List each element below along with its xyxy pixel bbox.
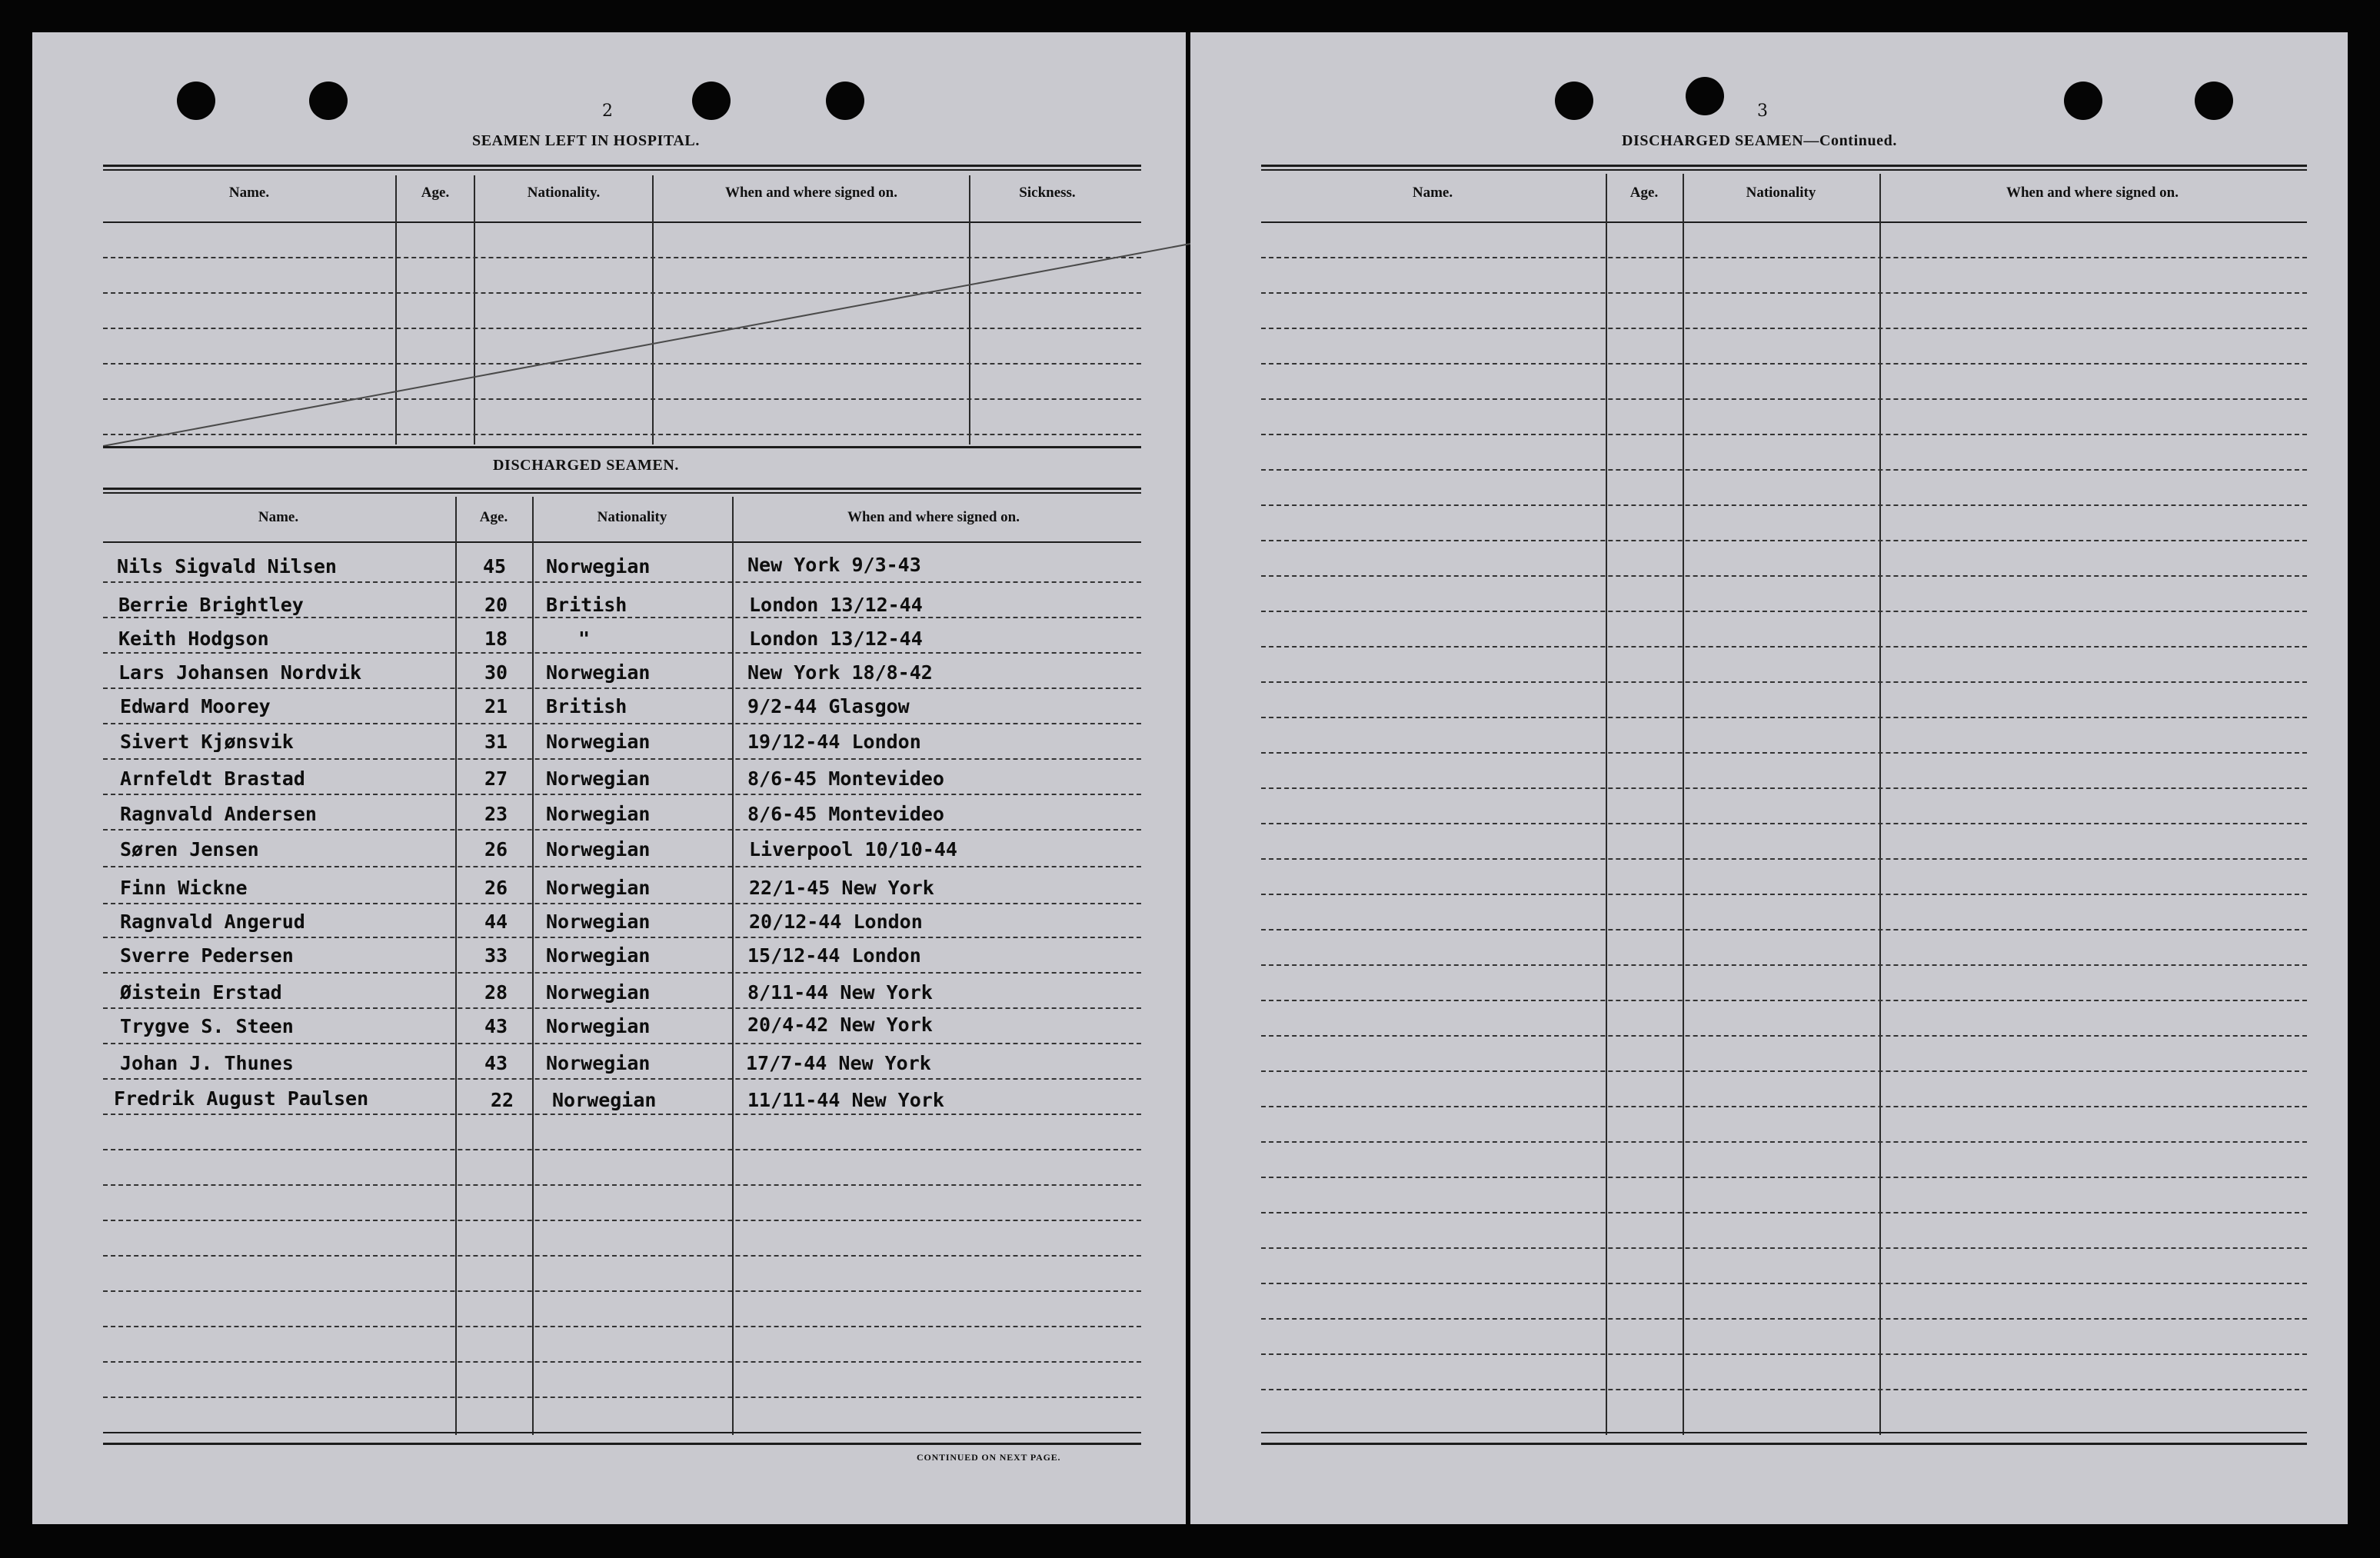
entry-line	[103, 758, 1141, 760]
seaman-name: Berrie Brightley	[118, 594, 304, 616]
column-divider	[732, 497, 734, 1435]
entry-line	[103, 1149, 1141, 1150]
punch-hole	[309, 82, 348, 120]
seaman-nationality: Norwegian	[546, 981, 651, 1004]
entry-line	[103, 723, 1141, 724]
entry-line	[1261, 328, 2307, 329]
col-header-nationality: Nationality	[1746, 185, 1816, 201]
entry-line	[1261, 1353, 2307, 1355]
punch-hole	[2195, 82, 2233, 120]
seaman-age: 27	[484, 767, 508, 790]
rule	[103, 165, 1141, 167]
entry-line	[103, 903, 1141, 904]
seaman-age: 45	[483, 555, 507, 578]
page-number: 2	[602, 102, 613, 121]
entry-line	[103, 937, 1141, 938]
entry-line	[1261, 1106, 2307, 1107]
seaman-signed-on: 19/12-44 London	[747, 731, 921, 753]
seaman-signed-on: 8/6-45 Montevideo	[747, 767, 944, 790]
seaman-signed-on: London 13/12-44	[749, 628, 923, 650]
entry-line	[103, 794, 1141, 795]
col-header-age: Age.	[479, 509, 508, 525]
entry-line	[1261, 964, 2307, 966]
seaman-name: Finn Wickne	[120, 877, 248, 899]
seaman-nationality: Norwegian	[546, 767, 651, 790]
seaman-name: Øistein Erstad	[120, 981, 282, 1004]
entry-line	[1261, 1318, 2307, 1320]
entry-line	[103, 1043, 1141, 1044]
discharged-section-title: DISCHARGED SEAMEN.	[493, 457, 679, 474]
seaman-signed-on: 15/12-44 London	[747, 944, 921, 967]
col-header-nationality: Nationality	[597, 509, 667, 525]
seaman-signed-on: 22/1-45 New York	[749, 877, 934, 899]
hospital-section-title: SEAMEN LEFT IN HOSPITAL.	[472, 132, 700, 149]
entry-line	[1261, 1141, 2307, 1143]
seaman-nationality: Norwegian	[546, 1052, 651, 1074]
seaman-age: 33	[484, 944, 508, 967]
seaman-age: 22	[491, 1089, 514, 1111]
seaman-name: Nils Sigvald Nilsen	[117, 555, 337, 578]
entry-line	[1261, 469, 2307, 471]
seaman-nationality: Norwegian	[546, 944, 651, 967]
seaman-name: Ragnvald Andersen	[120, 803, 317, 825]
entry-line	[1261, 1000, 2307, 1001]
entry-line	[1261, 540, 2307, 541]
col-header-signed-on: When and where signed on.	[724, 185, 897, 201]
seaman-age: 26	[484, 838, 508, 861]
entry-line	[1261, 504, 2307, 506]
seaman-age: 43	[484, 1052, 508, 1074]
seaman-signed-on: New York 9/3-43	[747, 554, 921, 576]
rule	[103, 492, 1141, 494]
seaman-name: Ragnvald Angerud	[120, 910, 305, 933]
seaman-age: 28	[484, 981, 508, 1004]
seaman-age: 23	[484, 803, 508, 825]
seaman-signed-on: 11/11-44 New York	[747, 1089, 944, 1111]
seaman-name: Arnfeldt Brastad	[120, 767, 305, 790]
seaman-nationality: British	[546, 594, 627, 616]
seaman-signed-on: 8/11-44 New York	[747, 981, 933, 1004]
seaman-name: Sivert Kjønsvik	[120, 731, 294, 753]
entry-line	[1261, 681, 2307, 683]
continued-note: CONTINUED ON NEXT PAGE.	[917, 1452, 1061, 1463]
entry-line	[103, 1007, 1141, 1009]
col-header-signed-on: When and where signed on.	[2006, 185, 2179, 201]
seaman-name: Sverre Pedersen	[120, 944, 294, 967]
punch-hole	[826, 82, 864, 120]
punch-hole	[1686, 77, 1724, 115]
punch-hole	[692, 82, 731, 120]
entry-line	[1261, 1283, 2307, 1284]
entry-line	[1261, 363, 2307, 365]
seaman-nationality: Norwegian	[546, 555, 651, 578]
rule	[1261, 165, 2307, 167]
seaman-age: 30	[484, 661, 508, 684]
seaman-name: Trygve S. Steen	[120, 1015, 294, 1037]
col-header-age: Age.	[1629, 185, 1659, 201]
entry-line	[1261, 929, 2307, 930]
entry-line	[103, 1114, 1141, 1115]
seaman-age: 26	[484, 877, 508, 899]
rule	[103, 169, 1141, 171]
seaman-nationality: Norwegian	[546, 731, 651, 753]
seaman-nationality: Norwegian	[546, 1015, 651, 1037]
seaman-name: Edward Moorey	[120, 695, 271, 717]
entry-line	[1261, 1035, 2307, 1037]
punch-hole	[2064, 82, 2102, 120]
left-page	[32, 32, 1186, 1524]
seaman-age: 43	[484, 1015, 508, 1037]
entry-line	[103, 1397, 1141, 1398]
seaman-age: 18	[484, 628, 508, 650]
col-header-nationality: Nationality.	[527, 185, 601, 201]
rule	[103, 446, 1141, 448]
seaman-age: 20	[484, 594, 508, 616]
entry-line	[103, 829, 1141, 831]
col-header-name: Name.	[228, 185, 270, 201]
entry-line	[1261, 823, 2307, 824]
seaman-name: Søren Jensen	[120, 838, 259, 861]
rule	[103, 1443, 1141, 1445]
entry-line	[1261, 646, 2307, 648]
entry-line	[1261, 575, 2307, 577]
entry-line	[103, 1220, 1141, 1221]
rule	[1261, 1432, 2307, 1433]
entry-line	[103, 1361, 1141, 1363]
col-header-name: Name.	[258, 509, 299, 525]
seaman-signed-on: 20/12-44 London	[749, 910, 923, 933]
entry-line	[1261, 434, 2307, 435]
seaman-name: Keith Hodgson	[118, 628, 269, 650]
column-divider	[455, 497, 457, 1435]
seaman-signed-on: 17/7-44 New York	[746, 1052, 931, 1074]
entry-line	[1261, 1212, 2307, 1213]
entry-line	[1261, 1177, 2307, 1178]
entry-line	[1261, 257, 2307, 258]
seaman-name: Lars Johansen Nordvik	[118, 661, 362, 684]
entry-line	[103, 581, 1141, 583]
page-number: 3	[1757, 102, 1768, 121]
entry-line	[103, 866, 1141, 867]
entry-line	[103, 972, 1141, 974]
entry-line	[1261, 1247, 2307, 1249]
entry-line	[1261, 1070, 2307, 1072]
entry-line	[1261, 858, 2307, 860]
entry-line	[1261, 611, 2307, 612]
seaman-nationality: "	[578, 628, 591, 650]
entry-line	[1261, 752, 2307, 754]
entry-line	[103, 1078, 1141, 1080]
col-header-sickness: Sickness.	[1019, 185, 1076, 201]
seaman-nationality: Norwegian	[552, 1089, 657, 1111]
entry-line	[103, 1290, 1141, 1292]
entry-line	[1261, 398, 2307, 400]
seaman-signed-on: 20/4-42 New York	[747, 1014, 933, 1036]
entry-line	[1261, 894, 2307, 895]
entry-line	[1261, 292, 2307, 294]
seaman-nationality: Norwegian	[546, 838, 651, 861]
seaman-nationality: Norwegian	[546, 661, 651, 684]
continued-section-title: DISCHARGED SEAMEN—Continued.	[1622, 132, 1897, 149]
entry-line	[1261, 787, 2307, 789]
strike-through-line	[103, 209, 1203, 471]
entry-line	[103, 652, 1141, 654]
rule	[103, 541, 1141, 543]
seaman-nationality: Norwegian	[546, 803, 651, 825]
seaman-signed-on: 9/2-44 Glasgow	[747, 695, 910, 717]
seaman-nationality: Norwegian	[546, 910, 651, 933]
rule	[103, 488, 1141, 490]
col-header-signed-on: When and where signed on.	[847, 509, 1020, 525]
seaman-age: 44	[484, 910, 508, 933]
seaman-signed-on: 8/6-45 Montevideo	[747, 803, 944, 825]
seaman-nationality: Norwegian	[546, 877, 651, 899]
column-divider	[532, 497, 534, 1435]
col-header-name: Name.	[1412, 185, 1453, 201]
seaman-age: 21	[484, 695, 508, 717]
punch-hole	[177, 82, 215, 120]
rule	[1261, 169, 2307, 171]
entry-line	[103, 1255, 1141, 1257]
seaman-signed-on: Liverpool 10/10-44	[749, 838, 957, 861]
seaman-name: Johan J. Thunes	[120, 1052, 294, 1074]
entry-line	[1261, 1389, 2307, 1390]
entry-line	[103, 617, 1141, 618]
seaman-age: 31	[484, 731, 508, 753]
rule	[103, 1432, 1141, 1433]
entry-line	[103, 1326, 1141, 1327]
rule	[1261, 1443, 2307, 1445]
right-page	[1190, 32, 2348, 1524]
entry-line	[1261, 717, 2307, 718]
seaman-name: Fredrik August Paulsen	[114, 1087, 369, 1110]
seaman-nationality: British	[546, 695, 627, 717]
entry-line	[103, 687, 1141, 689]
punch-hole	[1555, 82, 1593, 120]
seaman-signed-on: London 13/12-44	[749, 594, 923, 616]
seaman-signed-on: New York 18/8-42	[747, 661, 933, 684]
col-header-age: Age.	[421, 185, 450, 201]
rule	[1261, 221, 2307, 223]
entry-line	[103, 1184, 1141, 1186]
